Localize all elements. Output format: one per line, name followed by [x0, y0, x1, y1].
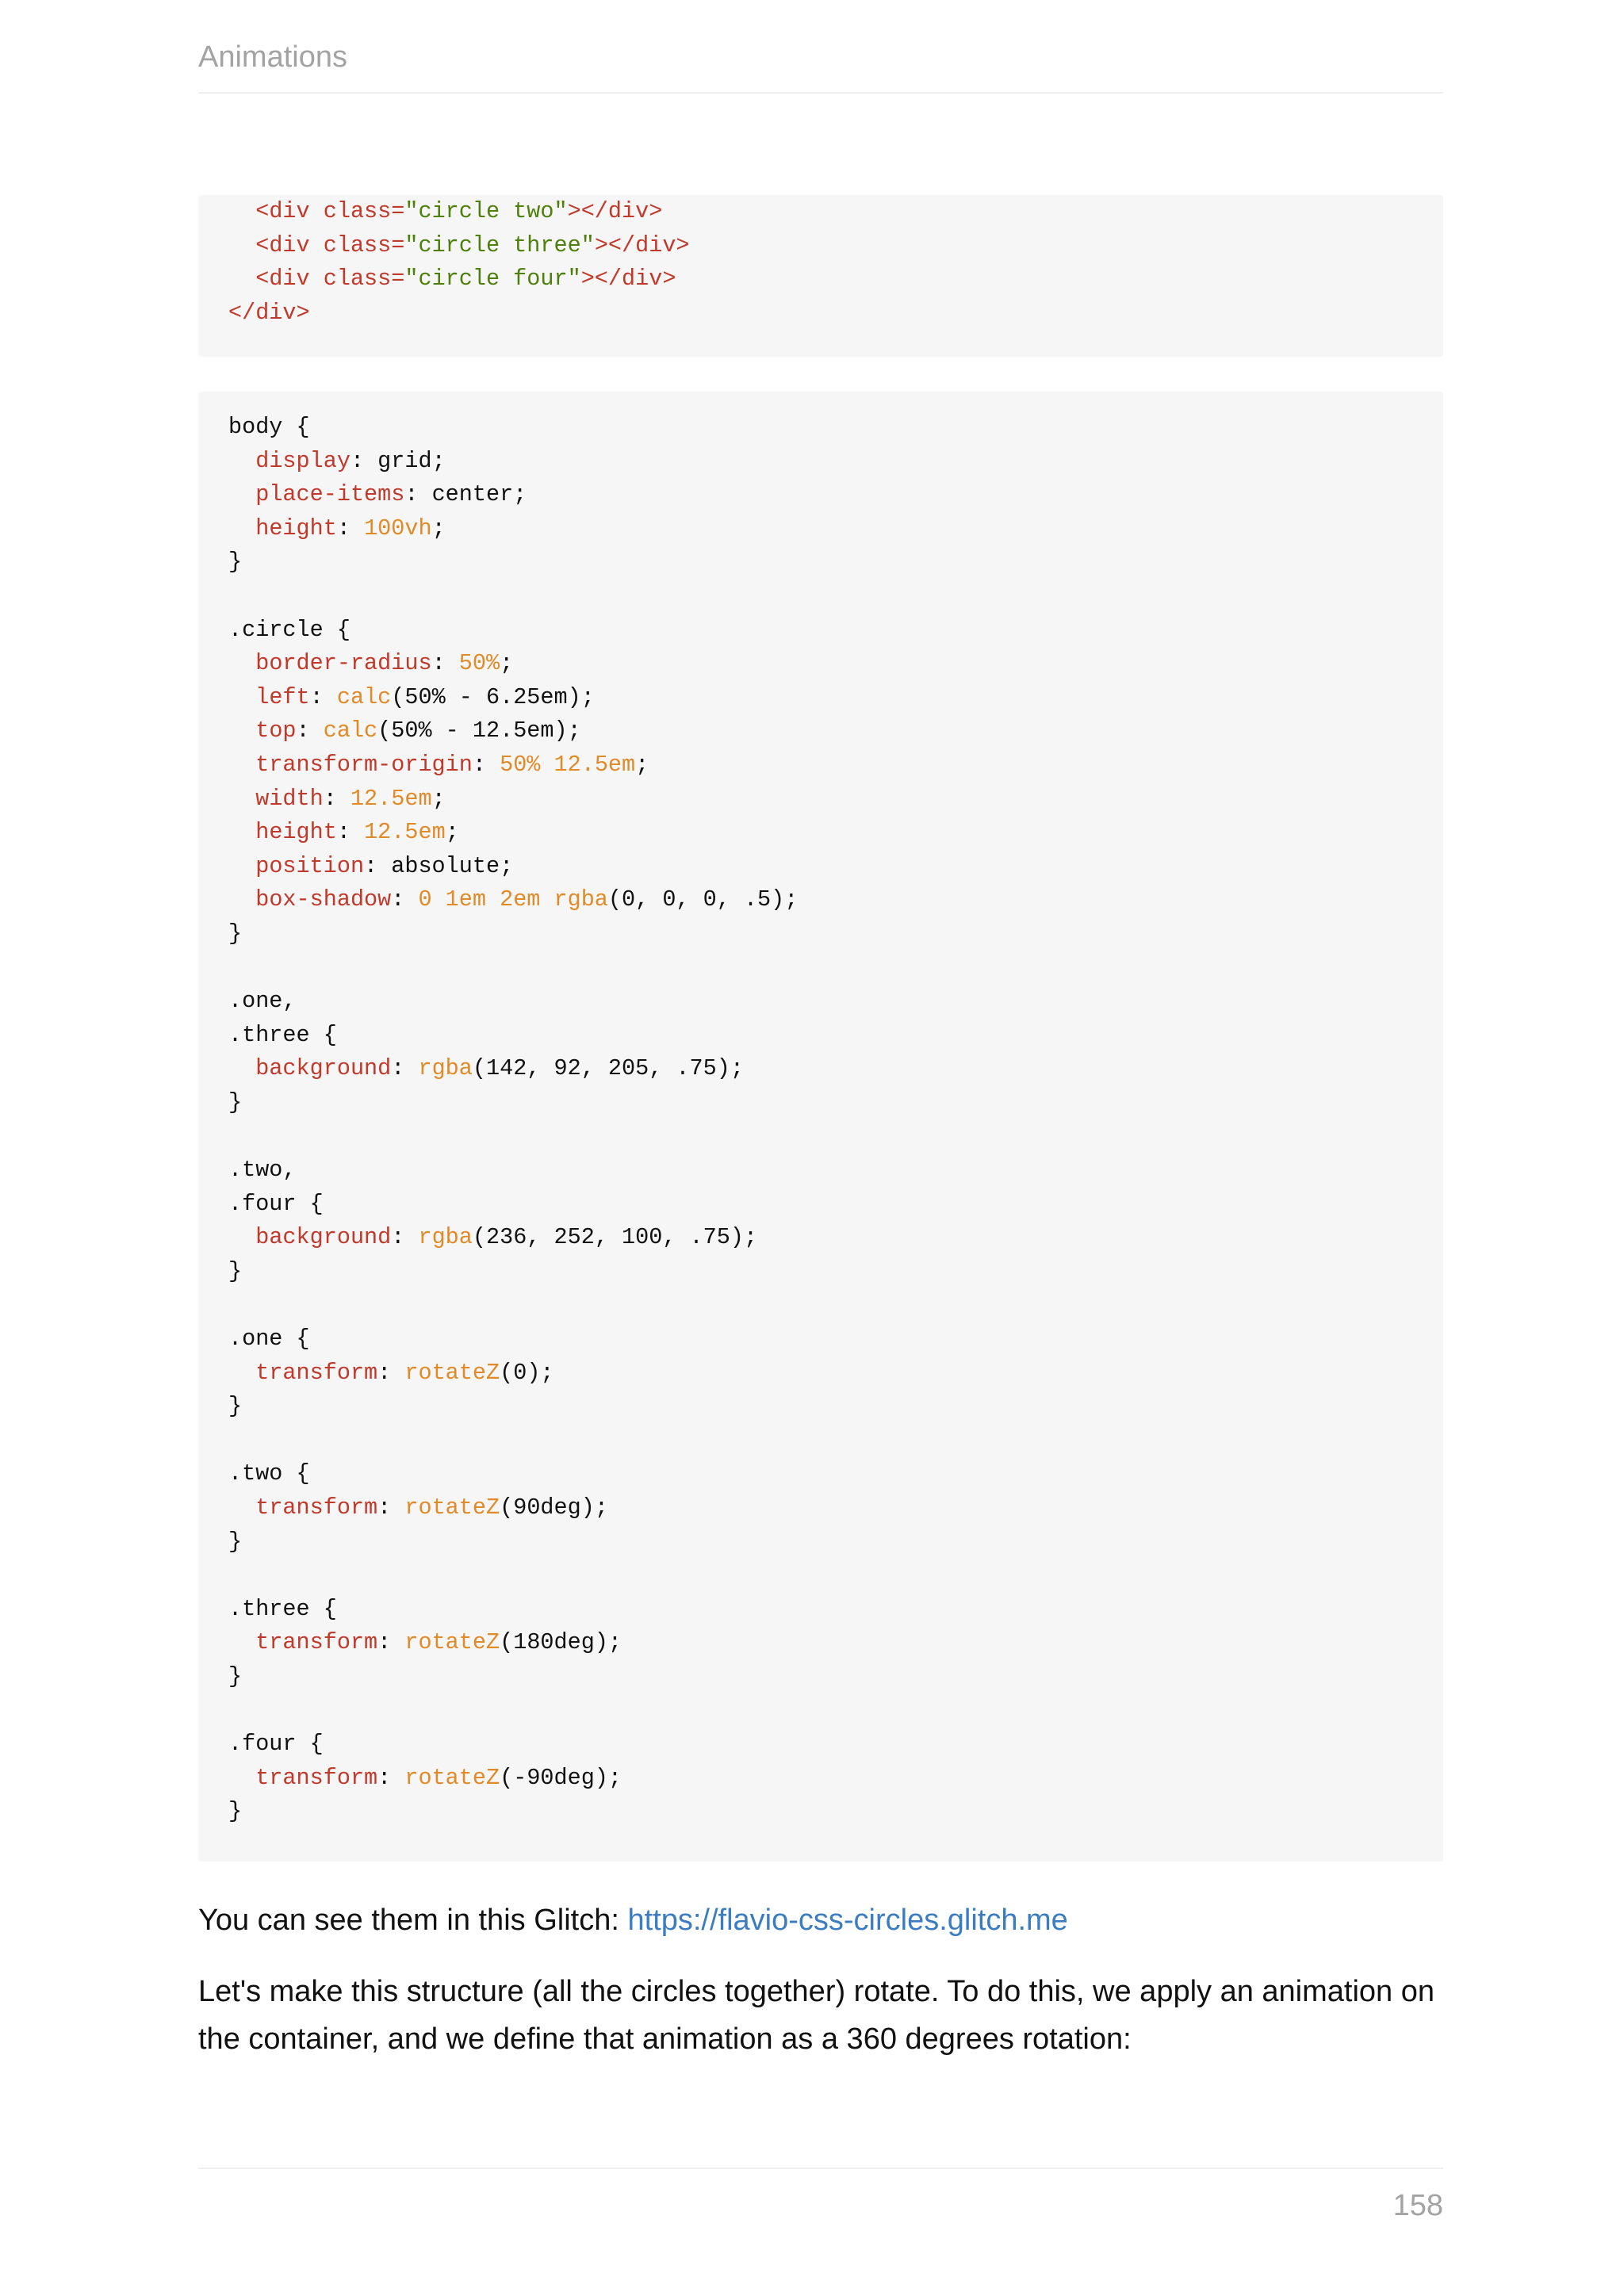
code-token-plain: [228, 481, 255, 507]
code-token-plain: : center;: [404, 481, 527, 508]
code-line: [228, 414, 310, 440]
code-line: [228, 853, 513, 879]
code-token-plain: .three {: [228, 1021, 337, 1048]
code-token-plain: (180deg);: [500, 1629, 622, 1656]
code-token-plain: }: [228, 1528, 243, 1555]
code-token-prop: background: [255, 1224, 392, 1251]
code-token-str: "circle two": [404, 198, 568, 224]
code-token-plain: .three {: [228, 1595, 337, 1622]
code-token-prop: transform: [255, 1359, 378, 1386]
code-token-plain: .two,: [228, 1157, 297, 1184]
code-token-plain: ;: [500, 650, 514, 677]
code-token-prop: width: [255, 785, 324, 812]
rotation-paragraph-line-2: the container, and we define that animation as a 360 degrees rotation:: [198, 2022, 1132, 2056]
code-token-tag: ></div>: [580, 266, 676, 293]
code-line: [228, 266, 676, 292]
code-line: [228, 1460, 310, 1487]
code-token-val: 12.5em: [364, 819, 446, 846]
code-token-plain: :: [296, 718, 324, 744]
code-line: [228, 1360, 554, 1386]
code-token-val: calc: [336, 683, 392, 710]
code-token-prop: height: [255, 819, 337, 846]
code-token-plain: ;: [445, 819, 459, 846]
code-line: [228, 1089, 242, 1115]
code-token-plain: ;: [431, 785, 446, 812]
code-token-prop: position: [255, 852, 365, 879]
code-line: [228, 718, 581, 744]
code-token-plain: :: [336, 819, 365, 846]
code-token-plain: .four {: [228, 1731, 324, 1758]
code-token-plain: [228, 718, 255, 744]
code-line: [228, 1191, 324, 1217]
code-token-plain: }: [228, 1393, 243, 1420]
code-token-plain: (-90deg);: [500, 1764, 622, 1791]
code-token-plain: (50% - 12.5em);: [377, 718, 581, 744]
rotation-paragraph: [198, 1968, 1443, 2063]
css-code-block: [198, 392, 1443, 1862]
code-token-plain: :: [377, 1764, 405, 1791]
code-token-prop: border-radius: [255, 650, 432, 677]
code-line: [228, 1326, 310, 1352]
code-token-plain: :: [391, 1224, 419, 1251]
html-code-block: [198, 195, 1443, 357]
glitch-paragraph-text: You can see them in this Glitch:: [198, 1904, 628, 1937]
code-token-plain: [228, 886, 255, 913]
code-line: [228, 684, 595, 710]
code-token-prop: box-shadow: [255, 886, 392, 913]
code-token-plain: :: [431, 650, 459, 677]
code-token-plain: (0);: [500, 1359, 554, 1386]
code-line: [228, 448, 446, 474]
glitch-paragraph: [198, 1896, 1443, 1944]
code-token-val: 100vh: [364, 515, 432, 541]
code-token-plain: }: [228, 1663, 243, 1689]
code-token-tag: ></div>: [594, 232, 690, 258]
code-token-plain: [228, 1055, 255, 1081]
code-token-plain: :: [309, 683, 337, 710]
code-token-plain: :: [391, 886, 419, 913]
code-token-plain: .four {: [228, 1190, 324, 1217]
code-token-prop: transform-origin: [255, 751, 473, 778]
code-token-tag: <div: [255, 266, 324, 293]
code-token-plain: :: [336, 515, 365, 541]
code-token-plain: .one,: [228, 988, 297, 1015]
code-line: [228, 650, 513, 676]
header-divider: [198, 92, 1443, 94]
code-line: [228, 1055, 744, 1081]
code-token-plain: ;: [431, 515, 446, 541]
code-line: [228, 198, 662, 224]
code-token-val: rgba: [418, 1224, 473, 1251]
code-line: [228, 1529, 242, 1555]
code-token-tag: <div: [255, 198, 324, 224]
code-line: [228, 1798, 242, 1824]
code-token-plain: [228, 650, 255, 676]
code-line: [228, 1494, 608, 1521]
code-token-val: calc: [323, 718, 378, 744]
code-token-plain: }: [228, 1089, 243, 1115]
code-token-tag: <div: [255, 232, 324, 258]
code-token-plain: }: [228, 1798, 243, 1825]
code-token-plain: [228, 266, 255, 292]
code-token-plain: :: [377, 1494, 405, 1521]
html-code: [228, 195, 1443, 330]
code-token-val: 0 1em 2em rgba: [418, 886, 608, 913]
code-line: [228, 1258, 242, 1284]
code-token-plain: (90deg);: [500, 1494, 608, 1521]
code-token-plain: }: [228, 549, 243, 576]
code-token-plain: [228, 1224, 255, 1250]
code-token-plain: [228, 515, 255, 541]
code-line: [228, 886, 798, 913]
code-token-prop: background: [255, 1055, 392, 1082]
code-token-plain: :: [472, 751, 500, 778]
code-token-val: 50% 12.5em: [500, 751, 636, 778]
code-token-plain: [228, 786, 255, 812]
code-token-plain: (236, 252, 100, .75);: [472, 1224, 758, 1251]
code-line: [228, 1224, 757, 1250]
code-token-plain: [228, 1360, 255, 1386]
rotation-paragraph-line-1: Let's make this structure (all the circles together) rotate. To do this, we apply an animation on: [198, 1975, 1435, 2008]
code-token-attr: class=: [323, 198, 405, 224]
code-line: [228, 481, 527, 507]
code-token-tag: </div>: [228, 299, 310, 326]
code-token-val: rgba: [418, 1055, 473, 1082]
code-token-val: rotateZ: [404, 1629, 500, 1656]
code-line: [228, 1629, 622, 1655]
code-token-plain: (50% - 6.25em);: [391, 683, 595, 710]
code-token-plain: (142, 92, 205, .75);: [472, 1055, 744, 1082]
code-token-prop: transform: [255, 1764, 378, 1791]
code-token-val: rotateZ: [404, 1494, 500, 1521]
code-token-plain: }: [228, 1257, 243, 1284]
code-token-plain: (0, 0, 0, .5);: [607, 886, 799, 913]
code-token-val: 50%: [458, 650, 500, 677]
code-line: [228, 1596, 337, 1622]
glitch-link[interactable]: https://flavio-css-circles.glitch.me: [627, 1904, 1068, 1937]
code-token-plain: [228, 1629, 255, 1655]
code-line: [228, 617, 350, 643]
code-line: [228, 300, 310, 326]
css-code: [228, 411, 1443, 1829]
code-token-str: "circle four": [404, 266, 581, 293]
code-token-str: "circle three": [404, 232, 595, 258]
code-token-plain: [228, 448, 255, 474]
code-token-plain: [228, 752, 255, 778]
code-token-plain: .one {: [228, 1326, 310, 1353]
code-token-plain: body {: [228, 414, 310, 440]
code-token-prop: top: [255, 718, 297, 744]
code-token-attr: class=: [323, 232, 405, 258]
code-token-plain: ;: [635, 751, 649, 778]
page-number: 158: [1392, 2189, 1443, 2222]
code-token-plain: [228, 1494, 255, 1521]
code-token-plain: [228, 684, 255, 710]
code-token-plain: : absolute;: [364, 852, 514, 879]
code-token-prop: height: [255, 515, 337, 541]
code-line: [228, 1393, 242, 1419]
code-line: [228, 786, 446, 812]
code-token-tag: ></div>: [567, 198, 663, 224]
code-token-plain: :: [391, 1055, 419, 1082]
code-token-val: rotateZ: [404, 1359, 500, 1386]
footer-divider: [198, 2168, 1443, 2169]
code-line: [228, 549, 242, 575]
code-line: [228, 1663, 242, 1689]
code-line: [228, 1731, 324, 1757]
code-line: [228, 819, 459, 845]
code-token-prop: left: [255, 683, 310, 710]
code-token-val: rotateZ: [404, 1764, 500, 1791]
code-token-plain: .circle {: [228, 616, 350, 643]
code-line: [228, 752, 649, 778]
code-token-prop: transform: [255, 1629, 378, 1656]
code-token-plain: [228, 853, 255, 879]
page-header-title: Animations: [198, 40, 347, 74]
code-token-plain: [228, 198, 255, 224]
code-line: [228, 1022, 337, 1048]
code-line: [228, 1765, 622, 1791]
code-token-plain: [228, 1765, 255, 1791]
code-token-plain: [228, 819, 255, 845]
code-token-val: 12.5em: [350, 785, 432, 812]
code-token-plain: :: [377, 1629, 405, 1656]
code-token-plain: [228, 232, 255, 258]
code-token-prop: display: [255, 447, 350, 474]
code-line: [228, 515, 446, 541]
code-line: [228, 920, 242, 947]
code-token-plain: }: [228, 920, 243, 947]
code-token-plain: .two {: [228, 1460, 310, 1487]
code-token-prop: place-items: [255, 481, 405, 508]
code-line: [228, 988, 297, 1014]
code-token-plain: :: [323, 785, 350, 812]
code-token-plain: :: [377, 1359, 405, 1386]
code-line: [228, 232, 690, 258]
code-token-prop: transform: [255, 1494, 378, 1521]
code-token-attr: class=: [323, 266, 405, 293]
code-line: [228, 1157, 297, 1183]
code-token-plain: : grid;: [350, 447, 446, 474]
